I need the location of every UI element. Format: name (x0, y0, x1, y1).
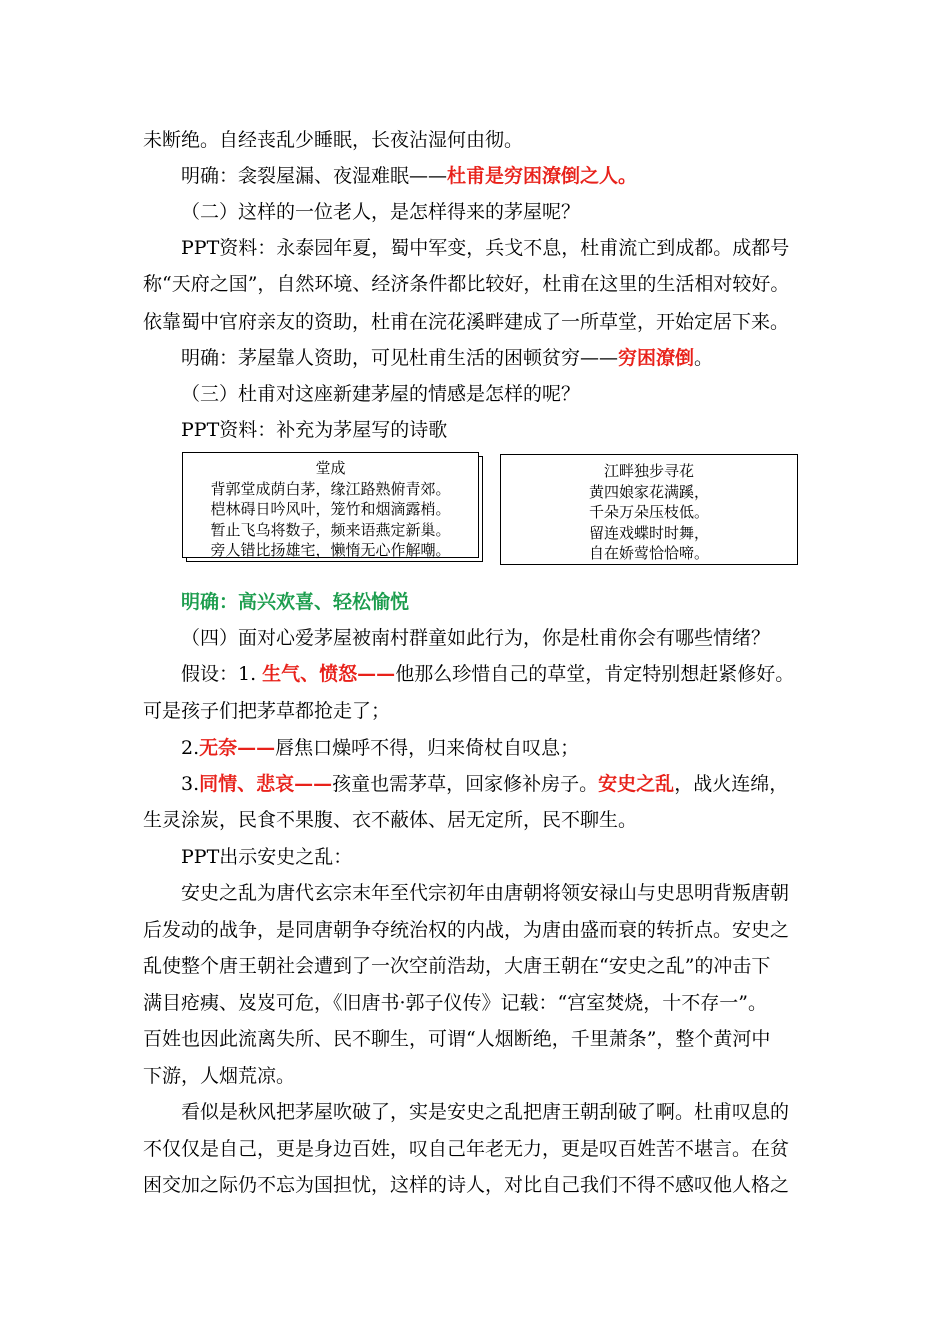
emphasis-green: 明确：高兴欢喜、轻松愉悦 (181, 591, 410, 613)
paragraph-line: 后发动的战争，是同唐朝争夺统治权的内战，为唐由盛而衰的转折点。安史之 (143, 919, 790, 941)
paragraph-line: PPT出示安史之乱： (181, 846, 353, 868)
text-run: 明确：衾裂屋漏、夜湿难眠—— (181, 165, 448, 187)
emphasis-red: 安史之乱 (598, 773, 675, 795)
paragraph-line: 困交加之际仍不忘为国担忧，这样的诗人，对比自己我们不得不感叹他人格之 (143, 1174, 790, 1196)
paragraph-line: PPT资料：补充为茅屋写的诗歌 (181, 419, 448, 441)
paragraph-line: 下游，人烟荒凉。 (143, 1065, 296, 1087)
text-run: 3. (181, 773, 200, 795)
text-run: 唇焦口燥呼不得，归来倚杖自叹息； (275, 737, 580, 759)
paragraph-line: 称“天府之国”，自然环境、经济条件都比较好，杜甫在这里的生活相对较好。 (143, 273, 790, 295)
text-run: 明确：茅屋靠人资助，可见杜甫生活的困顿贫穷—— (181, 347, 619, 369)
paragraph-line: 看似是秋风把茅屋吹破了，实是安史之乱把唐王朝刮破了啊。杜甫叹息的 (181, 1101, 790, 1123)
paragraph-line (181, 736, 579, 760)
paragraph-line: 可是孩子们把茅草都抢走了； (143, 700, 391, 722)
paragraph-line: 未断绝。自经丧乱少睡眠，长夜沾湿何由彻。 (143, 129, 524, 151)
paragraph-line: 不仅仅是自己，更是身边百姓，叹自己年老无力，更是叹百姓苦不堪言。在贫 (143, 1138, 790, 1160)
emphasis-red: 无奈—— (199, 737, 276, 759)
text-run: ，战火连绵， (674, 773, 789, 795)
section-question: （四）面对心爱茅屋被南村群童如此行为，你是杜甫你会有哪些情绪？ (181, 627, 771, 649)
poem-line: 桤林碍日吟风叶，笼竹和烟滴露梢。 (210, 500, 451, 518)
paragraph-line: 乱使整个唐王朝社会遭到了一次空前浩劫，大唐王朝在“安史之乱”的冲击下 (143, 955, 771, 977)
emphasis-red: 同情、悲哀—— (199, 773, 333, 795)
text-run: 假设：1. (181, 663, 263, 685)
text-run: 他那么珍惜自己的草堂，肯定特别想赶紧修好。 (395, 663, 795, 685)
emphasis-red: 生气、愤怒—— (262, 663, 396, 685)
emphasis-red: 杜甫是穷困潦倒之人。 (447, 165, 638, 187)
poem-box-jiangpan (500, 454, 798, 565)
paragraph-line: 满目疮痍、岌岌可危，《旧唐书·郭子仪传》记载：“宫室焚烧，十不存一”。 (143, 992, 767, 1014)
paragraph-line: 安史之乱为唐代玄宗末年至代宗初年由唐朝将领安禄山与史思明背叛唐朝 (181, 882, 790, 904)
poem-line: 自在娇莺恰恰啼。 (588, 544, 709, 562)
paragraph-line (181, 772, 788, 796)
poem-title: 江畔独步寻花 (603, 462, 694, 480)
text-run: 。 (694, 347, 714, 369)
poem-box-tangcheng (182, 452, 479, 558)
paragraph-line (181, 164, 637, 188)
emphasis-red: 穷困潦倒 (618, 347, 695, 369)
poem-line: 旁人错比扬雄宅，懒惰无心作解嘲。 (210, 541, 451, 559)
paragraph-line: 依靠蜀中官府亲友的资助，杜甫在浣花溪畔建成了一所草堂，开始定居下来。 (143, 311, 790, 333)
poem-line: 黄四娘家花满蹊， (588, 482, 709, 501)
poem-title: 堂成 (315, 459, 346, 477)
text-run: 孩童也需茅草，回家修补房子。 (332, 773, 599, 795)
poem-line: 留连戏蝶时时舞， (588, 523, 709, 542)
paragraph-line: 百姓也因此流离失所、民不聊生，可谓“人烟断绝，千里萧条”，整个黄河中 (143, 1028, 771, 1050)
paragraph-line (181, 662, 794, 686)
section-question: （二）这样的一位老人，是怎样得来的茅屋呢？ (181, 201, 581, 223)
paragraph-line (181, 346, 713, 370)
text-run: 2. (181, 737, 200, 759)
section-question: （三）杜甫对这座新建茅屋的情感是怎样的呢？ (181, 383, 581, 405)
poem-line: 暂止飞乌将数子，频来语燕定新巢。 (210, 520, 451, 539)
poem-line: 千朵万朵压枝低。 (588, 503, 709, 521)
paragraph-line: PPT资料：永泰园年夏，蜀中军变，兵戈不息，杜甫流亡到成都。成都号 (181, 237, 790, 259)
paragraph-line: 生灵涂炭，民食不果腹、衣不蔽体、居无定所，民不聊生。 (143, 809, 638, 831)
poem-line: 背郭堂成荫白茅，缘江路熟俯青郊。 (210, 479, 451, 498)
